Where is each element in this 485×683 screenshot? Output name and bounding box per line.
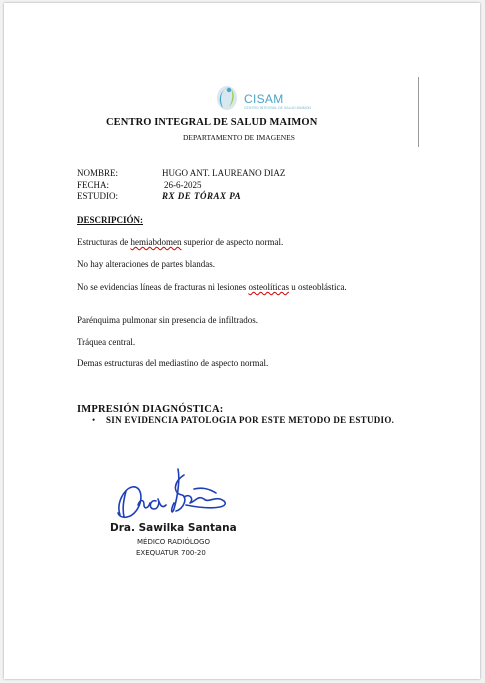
description-paragraph-6: Demas estructuras del mediastino de aspecto normal.	[77, 358, 269, 368]
description-paragraph-5: Tráquea central.	[77, 337, 136, 347]
doctor-name: Dra. Sawilka Santana	[110, 522, 237, 534]
department-title: DEPARTAMENTO DE IMAGENES	[183, 133, 295, 142]
description-paragraph-2: No hay alteraciones de partes blandas.	[77, 259, 215, 269]
study-label: ESTUDIO:	[77, 191, 118, 201]
p1-misspelled-word: hemiabdomen	[130, 237, 182, 247]
header-divider	[418, 77, 419, 147]
logo-text: CISAM	[244, 92, 284, 106]
bullet-icon: •	[92, 415, 96, 425]
p3-text-c: u osteoblástica.	[288, 282, 347, 292]
doctor-title: MÉDICO RADIÓLOGO	[137, 538, 210, 546]
description-paragraph-1	[77, 237, 397, 248]
impression-item: SIN EVIDENCIA PATOLOGIA POR ESTE METODO DE ESTUDIO.	[106, 415, 395, 425]
p1-text-a: Estructuras de	[77, 237, 131, 247]
document-page	[4, 3, 480, 679]
p3-text-a: No se evidencias líneas de fracturas ni lesiones	[77, 282, 249, 292]
center-title: CENTRO INTEGRAL DE SALUD MAIMON	[106, 117, 318, 128]
doctor-exequatur: EXEQUATUR 700-20	[136, 549, 206, 557]
study-value: RX DE TÓRAX PA	[162, 191, 242, 201]
logo-subtext: CENTRO INTEGRAL DE SALUD MAIMON	[244, 106, 311, 110]
description-paragraph-3	[77, 282, 397, 293]
date-value: 26-6-2025	[164, 180, 202, 190]
description-title: DESCRIPCIÓN:	[77, 215, 144, 225]
name-value: HUGO ANT. LAUREANO DIAZ	[162, 168, 286, 178]
name-label: NOMBRE:	[77, 168, 119, 178]
handwritten-signature	[110, 465, 240, 527]
p1-text-c: superior de aspecto normal.	[181, 237, 284, 247]
description-paragraph-4: Parénquima pulmonar sin presencia de infiltrados.	[77, 315, 258, 325]
p3-misspelled-word: osteolíticas	[248, 282, 289, 292]
impression-title: IMPRESIÓN DIAGNÓSTICA:	[77, 404, 224, 415]
date-label: FECHA:	[77, 180, 110, 190]
